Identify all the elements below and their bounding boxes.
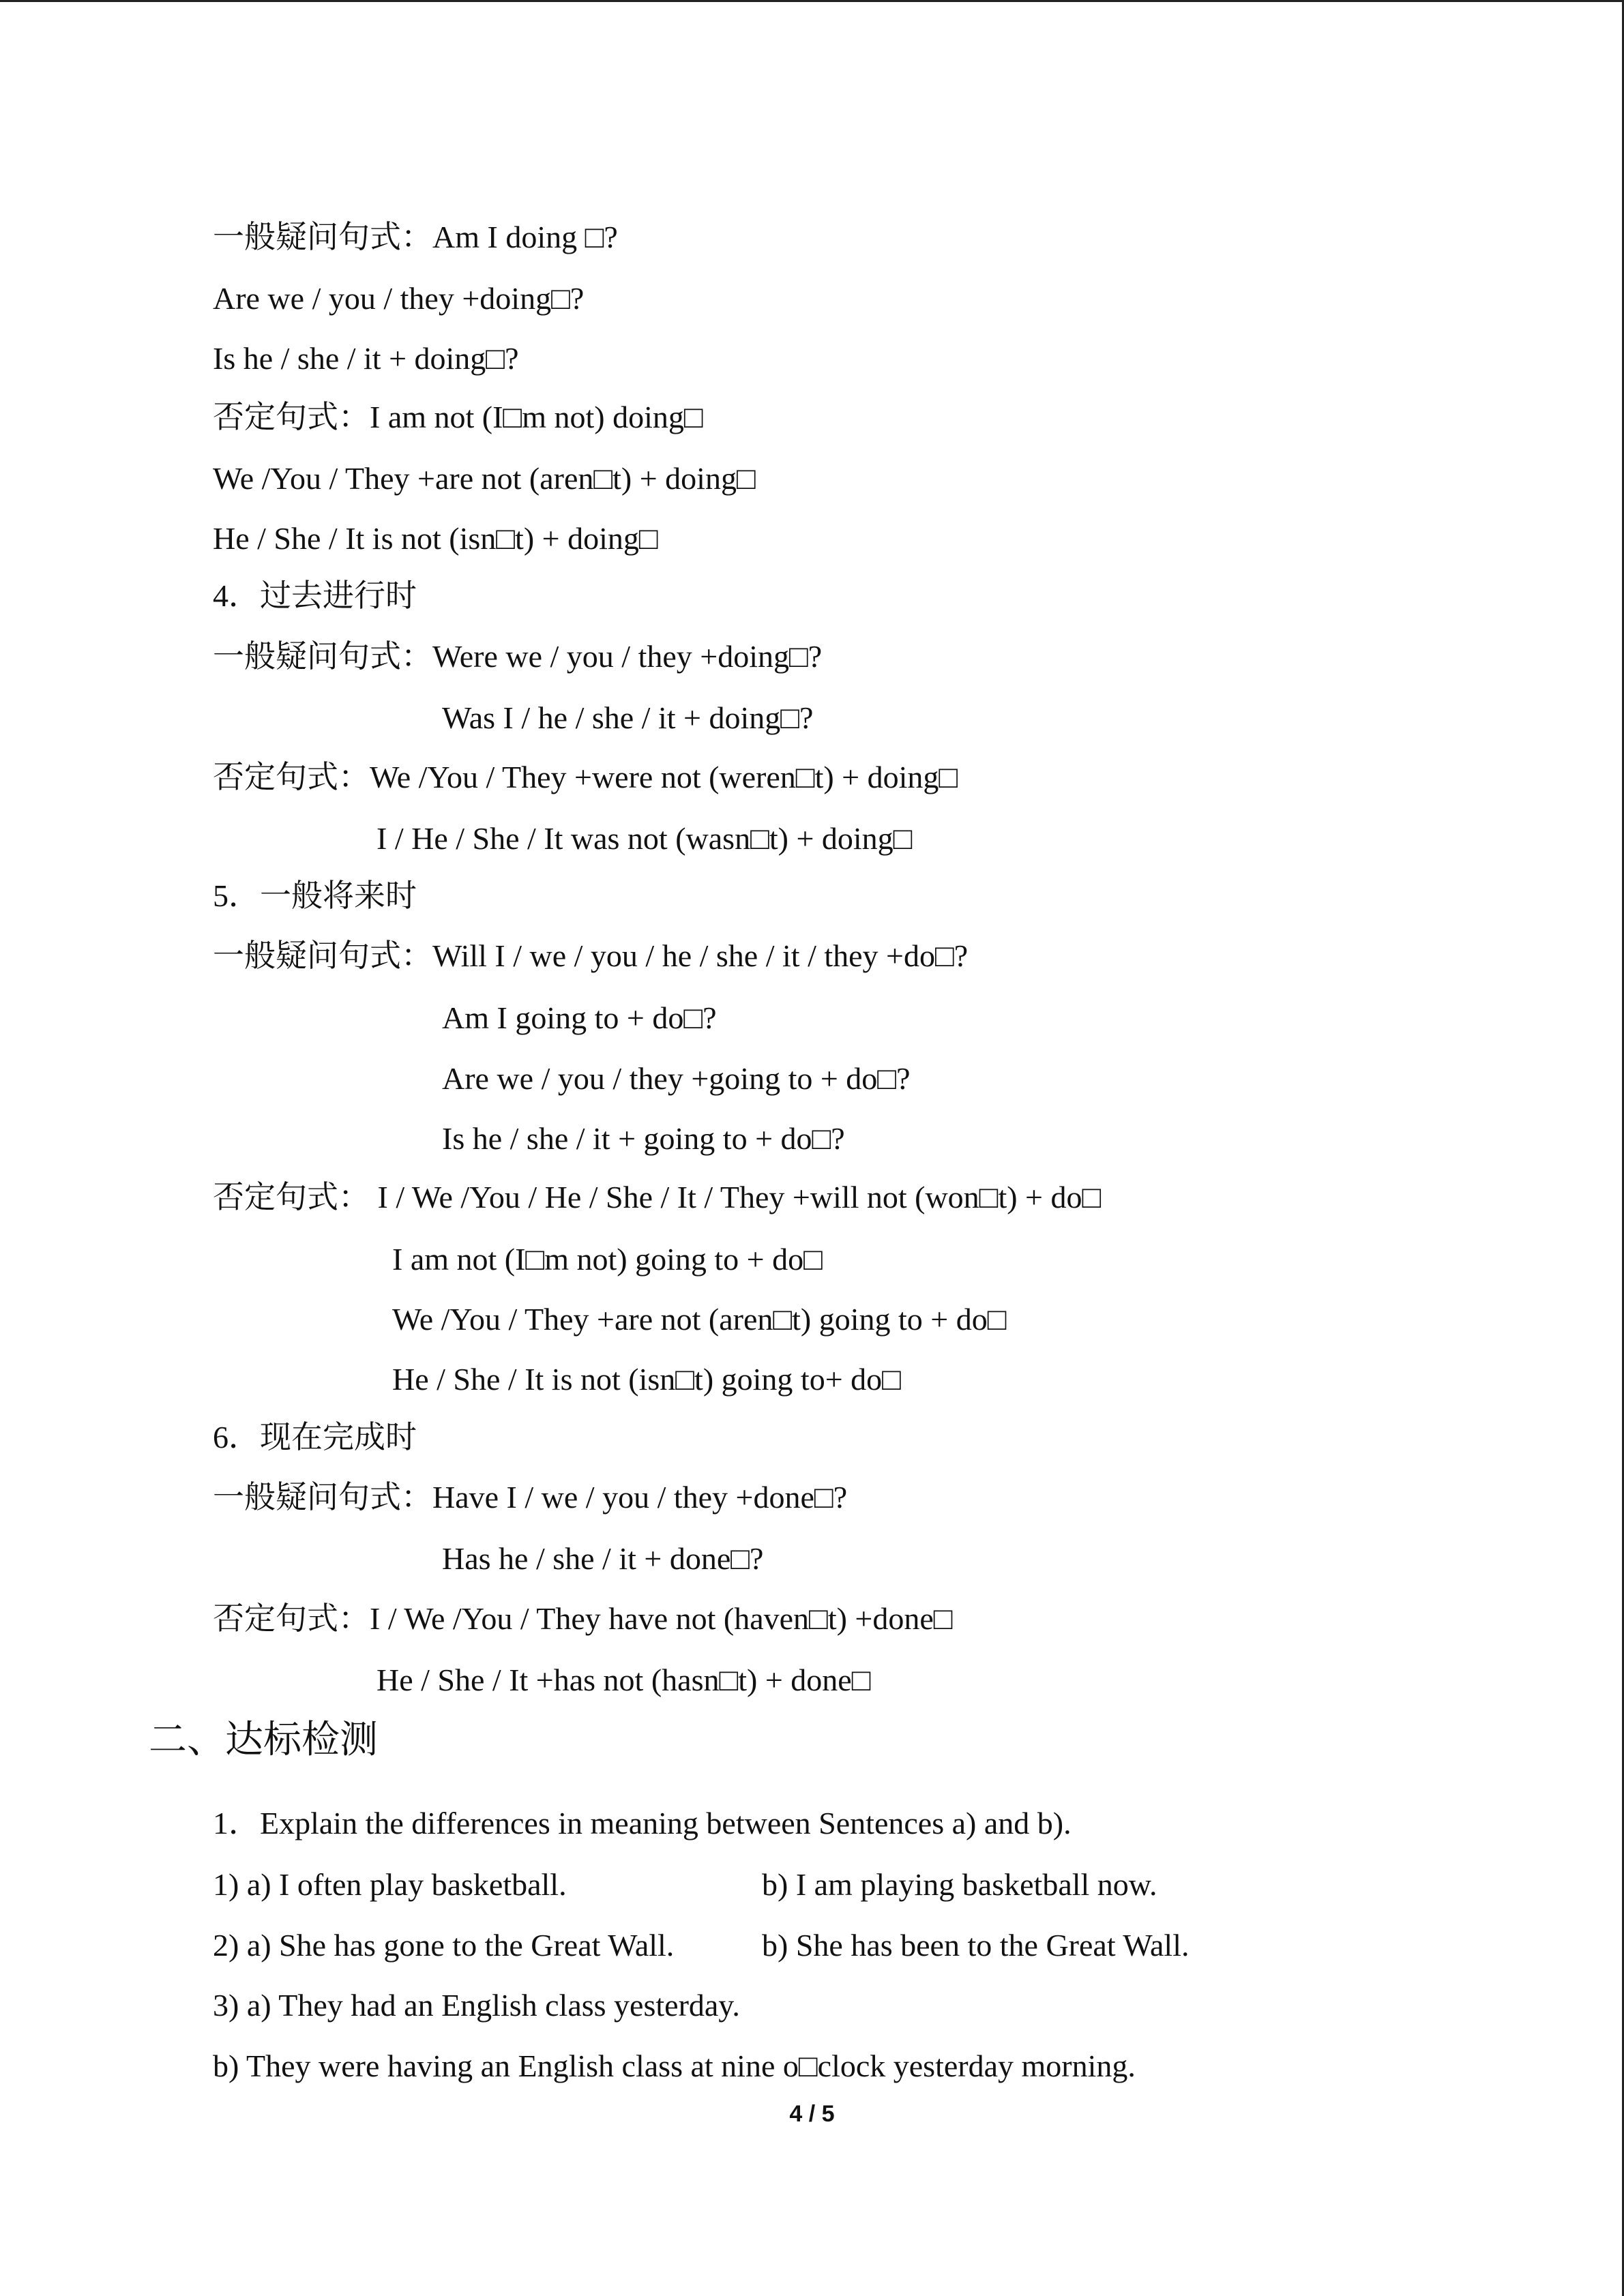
text-line: 否定句式： I / We /You / He / She / It / They +will not (won□t) + do□ (213, 1180, 1102, 1214)
text-line: He / She / It is not (isn□t) going to+ do□ (392, 1362, 901, 1397)
exercise-item: b) I am playing basketball now. (762, 1867, 1157, 1902)
text-line: Is he / she / it + doing□? (213, 341, 519, 376)
text-line: 一般疑问句式：Have I / we / you / they +done□? (213, 1480, 848, 1515)
text-line: 一般疑问句式：Were we / you / they +doing□? (213, 639, 823, 674)
text-line: We /You / They +are not (aren□t) going to + do□ (392, 1302, 1007, 1337)
subsection-title: 4．过去进行时 (213, 578, 417, 613)
text-line: Are we / you / they +doing□? (213, 281, 585, 316)
section-heading: 二、达标检测 (149, 1719, 378, 1761)
text-line: 否定句式：I / We /You / They have not (haven□t) +done□ (213, 1601, 953, 1636)
exercise-item: b) They were having an English class at nine o□clock yesterday morning. (213, 2048, 1136, 2083)
page-top-border (0, 0, 1624, 2)
subsection-title: 6．现在完成时 (213, 1420, 417, 1455)
text-line: We /You / They +are not (aren□t) + doing□ (213, 461, 756, 496)
text-line: I / He / She / It was not (wasn□t) + doing□ (377, 821, 913, 856)
text-line: He / She / It +has not (hasn□t) + done□ (377, 1663, 871, 1697)
subsection-title: 5．一般将来时 (213, 878, 417, 913)
text-line: Was I / he / she / it + doing□? (442, 700, 814, 735)
exercise-item: 2) a) She has gone to the Great Wall. (213, 1928, 675, 1963)
exercise-instruction: 1．Explain the differences in meaning between Sentences a) and b). (213, 1806, 1072, 1840)
exercise-item: 1) a) I often play basketball. (213, 1867, 567, 1902)
text-line: Are we / you / they +going to + do□? (442, 1061, 911, 1096)
text-line: Is he / she / it + going to + do□? (442, 1121, 845, 1156)
page-number: 4 / 5 (789, 2101, 835, 2127)
text-line: 一般疑问句式：Am I doing □? (213, 220, 618, 254)
text-line: 否定句式：I am not (I□m not) doing□ (213, 400, 703, 434)
text-line: I am not (I□m not) going to + do□ (392, 1242, 823, 1277)
text-line: Has he / she / it + done□? (442, 1541, 764, 1576)
text-line: He / She / It is not (isn□t) + doing□ (213, 521, 658, 556)
exercise-item: b) She has been to the Great Wall. (762, 1928, 1190, 1963)
text-line: 一般疑问句式：Will I / we / you / he / she / it / they +do□? (213, 938, 969, 973)
exercise-item: 3) a) They had an English class yesterday. (213, 1988, 740, 2023)
text-line: 否定句式：We /You / They +were not (weren□t) + doing□ (213, 760, 958, 794)
text-line: Am I going to + do□? (442, 1000, 717, 1035)
